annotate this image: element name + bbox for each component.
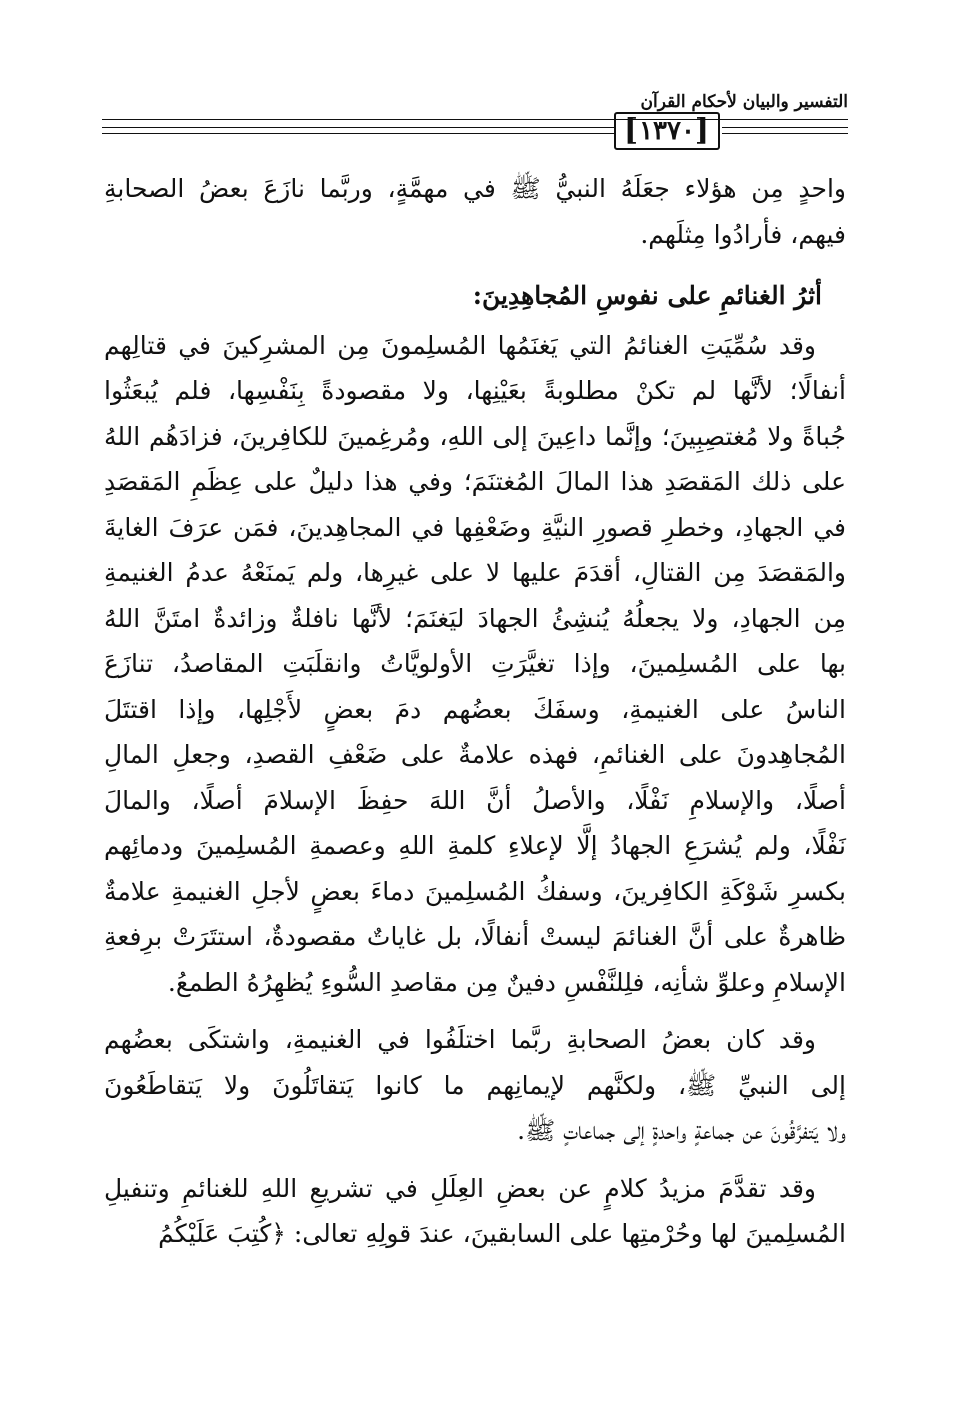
page-number: ١٣٧٠	[639, 116, 695, 146]
text-line: المُسلِمينَ لها وحُرْمتِها على السابقينَ، عندَ قولِهِ تعالى: ﴿كُتِبَ عَلَيْكُمُ	[158, 1219, 846, 1248]
text-line: المُجاهِدونَ على الغنائمِ، فهذه علامةٌ على ضَعْفِ القصدِ، وجعلِ المالِ	[104, 740, 846, 769]
text-line: واحدٍ مِن هؤلاء جعَلَهُ النبيُّ ﷺ في مهمَّةٍ، وربَّما نازَعَ بعضُ الصحابةِ	[104, 174, 846, 203]
text-line: بكسرِ شَوْكَةِ الكافِرينَ، وسفكُ المُسلِمينَ دماءَ بعضٍ لأجلِ الغنيمةِ علامةٌ	[104, 876, 846, 906]
text-line: ظاهرةٌ على أنَّ الغنائمَ ليستْ أنفالًا، بل غاياتٌ مقصودةٌ، استتَرَتْ برِفعةِ	[104, 922, 846, 951]
text-line: أنفالًا؛ لأنَّها لم تكنْ مطلوبةً بعَيْنِها، ولا مقصودةً بِنَفْسِها، فلم يُبعَثُوا	[104, 376, 846, 405]
text-line: مِن الجهادِ، ولا يجعلُهُ يُنشِئُ الجهادَ ليَغنَمَ؛ لأنَّها نافلةٌ وزائدةٌ امتَنَّ اللهُ	[104, 603, 846, 633]
text-line: إلى النبيِّ ﷺ، ولكنَّهم لإيمانِهم ما كانوا يَتقاتَلُونَ ولا يَتقاطَعُونَ	[104, 1070, 846, 1100]
bracket-left-icon: [	[623, 113, 640, 148]
section-heading: أثرُ الغنائمِ على نفوسِ المُجاهِدِينَ:	[472, 281, 822, 310]
text-line: والمَقصَدَ مِن القتالِ، أقدَمَ عليها لا على غيرِها، ولم يَمنَعْهُ عدمُ الغنيمةِ	[104, 558, 846, 587]
text-line: وقد سُمِّيَتِ الغنائمُ التي يَغنَمُها المُسلِمونَ مِن المشرِكينَ في قتالِهم	[104, 330, 816, 360]
text-line: وقد تقدَّمَ مزيدُ كلامٍ عن بعضِ العِلَلِ في تشريعِ اللهِ للغنائمِ وتنفيلِ	[104, 1173, 816, 1203]
bracket-right-icon: ]	[694, 113, 711, 148]
page-header	[102, 92, 848, 154]
text-line: على ذلك المَقصَدِ هذا المالَ المُغتنَمَ؛ وفي هذا دليلٌ على عِظَمِ المَقصَدِ	[104, 467, 846, 496]
text-line: وقد كان بعضُ الصحابةِ ربَّما اختلَفُوا في الغنيمةِ، واشتكَى بعضُهم	[104, 1025, 816, 1054]
text-line: فيهم، فأرادُوا مِثلَهم.	[640, 219, 846, 249]
paragraph-2	[104, 323, 846, 1006]
paragraph-1	[104, 166, 846, 257]
text-line: جُباةً ولا مُغتصِبِينَ؛ وإنَّما داعِينَ إلى اللهِ، ومُرغِمينَ للكافِرينَ، فزادَهُم اللهُ	[104, 421, 846, 451]
header-thin-rule	[102, 119, 848, 120]
text-line: بها على المُسلِمينَ، وإذا تغيَّرَتِ الأولويَّاتُ وانقلَبَتِ المقاصدُ، تنازَعَ	[104, 649, 846, 678]
text-line: ولا يَتفرَّقُونَ عن جماعةٍ واحدةٍ إلى جماعاتٍ ﷺ.	[517, 1116, 846, 1145]
text-line: أصلًا، والإسلامِ نَفْلًا، والأصلُ أنَّ اللهَ حفِظَ الإسلامَ أصلًا، والمالَ	[104, 785, 846, 815]
header-double-rule-left	[102, 127, 616, 134]
paragraph-4	[104, 1166, 846, 1257]
book-title: التفسير والبيان لأحكام القرآن	[640, 92, 848, 112]
text-line: الإسلامِ وعلوِّ شأنِه، فلِلنَّفْسِ دفينٌ مِن مقاصدِ السُّوءِ يُظهِرُهُ الطمعُ.	[167, 967, 846, 997]
text-line: الناسُ على الغنيمةِ، وسفَكَ بعضُهم دمَ بعضٍ لأَجْلِها، وإذا اقتتَلَ	[104, 694, 846, 724]
header-double-rule-right	[722, 127, 848, 134]
text-line: في الجهادِ، وخطرِ قصورِ النيَّةِ وضَعْفِها في المجاهِدينَ، فمَن عرَفَ الغايةَ	[104, 512, 846, 542]
paragraph-3	[104, 1017, 846, 1154]
page-body	[104, 166, 846, 1257]
page-number-box	[614, 112, 720, 150]
text-line: نَفْلًا، ولم يُشرَعِ الجهادُ إلَّا لإعلاءِ كلمةِ اللهِ وعصمةِ المُسلِمينَ ودمائِهم	[104, 831, 846, 860]
